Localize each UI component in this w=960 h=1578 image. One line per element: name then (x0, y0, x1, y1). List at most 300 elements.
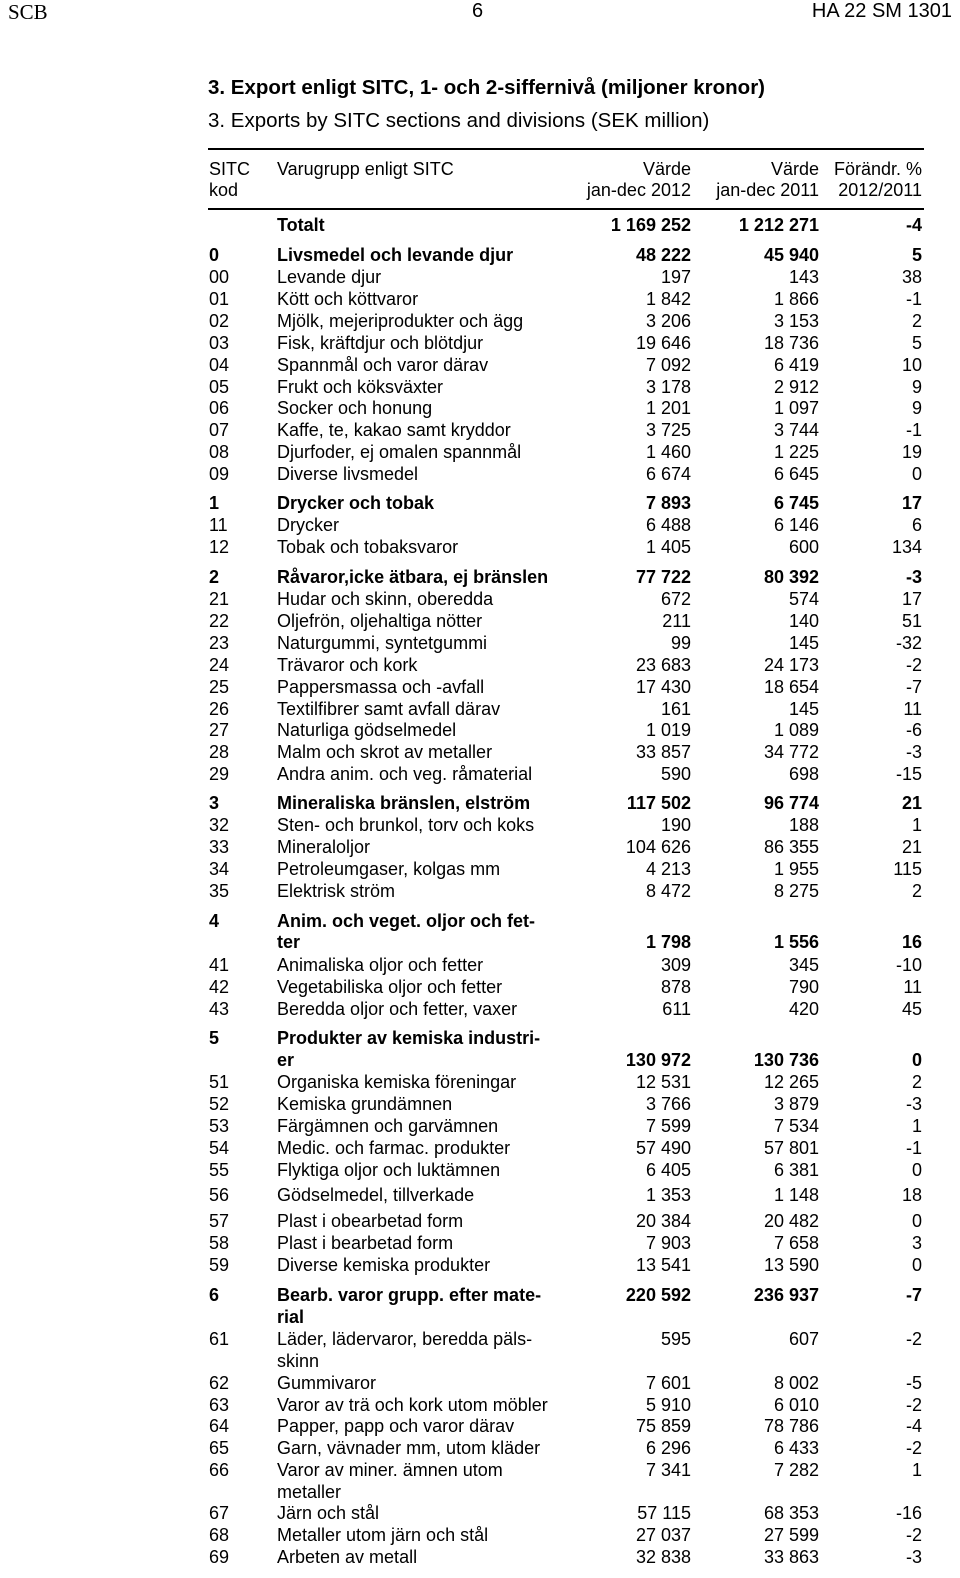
value-2011-cell: 6 433 (773, 1438, 819, 1458)
value-2011-cell: 1 866 (773, 289, 819, 309)
value-2012-cell: 211 (662, 611, 691, 631)
group-name-cell: Mjölk, mejeriprodukter och ägg (277, 311, 524, 331)
col-header-value-2011-line2: jan-dec 2011 (716, 180, 819, 200)
group-name-cell: Medic. och farmac. produkter (277, 1138, 511, 1158)
sitc-code-cell: 65 (209, 1438, 230, 1458)
table-row (0, 1254, 960, 1276)
change-percent-cell: 18 (901, 1185, 922, 1205)
sitc-code-cell: 5 (209, 1028, 220, 1048)
sitc-code-cell: 62 (209, 1373, 230, 1393)
table-row (0, 1328, 960, 1350)
table-row (0, 931, 960, 953)
table-row (0, 880, 960, 902)
group-name-cell: Varor av miner. ämnen utom (277, 1460, 503, 1480)
group-name-cell: Textilfibrer samt avfall därav (277, 699, 501, 719)
table-row (0, 1372, 960, 1394)
sitc-code-cell: 05 (209, 377, 230, 397)
group-name-cell: Spannmål och varor därav (277, 355, 489, 375)
table-row (0, 514, 960, 536)
change-percent-cell: 2 (911, 311, 922, 331)
change-percent-cell: -7 (905, 677, 922, 697)
change-percent-cell: 2 (911, 1072, 922, 1092)
group-name-cell: rial (277, 1307, 305, 1327)
table-row (0, 1071, 960, 1093)
table-row (0, 998, 960, 1020)
value-2012-cell: 75 859 (635, 1416, 691, 1436)
sitc-code-cell: 56 (209, 1185, 230, 1205)
value-2011-cell: 130 736 (753, 1050, 819, 1070)
table-row (0, 1524, 960, 1546)
group-name-cell: Råvaror,icke ätbara, ej bränslen (277, 567, 549, 587)
table-row (0, 419, 960, 441)
group-name-cell: Bearb. varor grupp. efter mate- (277, 1285, 542, 1305)
value-2011-cell: 236 937 (753, 1285, 819, 1305)
value-2011-cell: 345 (788, 955, 819, 975)
group-name-cell: Andra anim. och veg. råmaterial (277, 764, 533, 784)
value-2011-cell: 78 786 (763, 1416, 819, 1436)
sitc-code-cell: 42 (209, 977, 230, 997)
value-2011-cell: 6 645 (773, 464, 819, 484)
change-percent-cell: 5 (911, 245, 922, 265)
table-row (0, 698, 960, 720)
table-row (0, 1284, 960, 1306)
table-row (0, 1502, 960, 1524)
value-2012-cell: 27 037 (635, 1525, 691, 1545)
value-2012-cell: 12 531 (635, 1072, 691, 1092)
group-name-cell: Gummivaror (277, 1373, 377, 1393)
sitc-code-cell: 32 (209, 815, 230, 835)
table-row (0, 632, 960, 654)
change-percent-cell: 5 (911, 333, 922, 353)
group-name-cell: Varor av trä och kork utom möbler (277, 1395, 548, 1415)
table-row (0, 1546, 960, 1568)
value-2011-cell: 600 (788, 537, 819, 557)
value-2012-cell: 3 206 (645, 311, 691, 331)
value-2011-cell: 45 940 (763, 245, 819, 265)
change-percent-cell: 21 (901, 837, 922, 857)
value-2012-cell: 595 (660, 1329, 691, 1349)
value-2011-cell: 33 863 (763, 1547, 819, 1567)
value-2012-cell: 77 722 (635, 567, 691, 587)
table-row (0, 976, 960, 998)
table-row (0, 792, 960, 814)
group-name-cell: Anim. och veget. oljor och fet- (277, 911, 536, 931)
group-name-cell: Plast i bearbetad form (277, 1233, 454, 1253)
group-name-cell: Oljefrön, oljehaltiga nötter (277, 611, 483, 631)
group-name-cell: Vegetabiliska oljor och fetter (277, 977, 503, 997)
group-name-cell: Arbeten av metall (277, 1547, 418, 1567)
group-name-cell: ter (277, 932, 301, 952)
value-2011-cell: 18 736 (763, 333, 819, 353)
change-percent-cell: -1 (905, 420, 922, 440)
group-name-cell: Sten- och brunkol, torv och koks (277, 815, 535, 835)
change-percent-cell: 19 (901, 442, 922, 462)
group-name-cell: Mineraloljor (277, 837, 371, 857)
change-percent-cell: 11 (903, 977, 922, 997)
group-name-cell: Beredda oljor och fetter, vaxer (277, 999, 518, 1019)
change-percent-cell: 45 (901, 999, 922, 1019)
sitc-code-cell: 02 (209, 311, 230, 331)
value-2011-cell: 6 419 (773, 355, 819, 375)
value-2012-cell: 6 488 (645, 515, 691, 535)
table-row (0, 1306, 960, 1328)
value-2012-cell: 7 341 (645, 1460, 691, 1480)
value-2012-cell: 1 353 (645, 1185, 691, 1205)
value-2012-cell: 33 857 (635, 742, 691, 762)
value-2012-cell: 23 683 (635, 655, 691, 675)
table-row (0, 1210, 960, 1232)
change-percent-cell: -2 (905, 1525, 922, 1545)
table-row (0, 719, 960, 741)
table-row (0, 676, 960, 698)
change-percent-cell: -3 (905, 567, 922, 587)
group-name-cell: Kemiska grundämnen (277, 1094, 453, 1114)
change-percent-cell: 0 (911, 1160, 922, 1180)
sitc-code-cell: 54 (209, 1138, 230, 1158)
table-row (0, 1049, 960, 1071)
change-percent-cell: -4 (905, 215, 922, 235)
group-name-cell: Gödselmedel, tillverkade (277, 1185, 475, 1205)
change-percent-cell: 51 (901, 611, 922, 631)
value-2011-cell: 145 (788, 699, 819, 719)
table-row (0, 492, 960, 514)
value-2011-cell: 698 (788, 764, 819, 784)
value-2012-cell: 32 838 (635, 1547, 691, 1567)
change-percent-cell: 9 (911, 398, 922, 418)
value-2012-cell: 3 766 (645, 1094, 691, 1114)
sitc-code-cell: 51 (209, 1072, 230, 1092)
sitc-code-cell: 61 (209, 1329, 230, 1349)
value-2012-cell: 4 213 (645, 859, 691, 879)
table-row (0, 836, 960, 858)
group-name-cell: Papper, papp och varor därav (277, 1416, 515, 1436)
value-2012-cell: 117 502 (626, 793, 691, 813)
value-2012-cell: 5 910 (645, 1395, 691, 1415)
group-name-cell: Livsmedel och levande djur (277, 245, 514, 265)
change-percent-cell: -4 (905, 1416, 922, 1436)
change-percent-cell: -1 (905, 1138, 922, 1158)
table-title: 3. Export enligt SITC, 1- och 2-siffernivå (miljoner kronor) (208, 76, 766, 99)
change-percent-cell: 0 (911, 1255, 922, 1275)
header-page-number: 6 (472, 0, 484, 22)
value-2011-cell: 8 275 (773, 881, 819, 901)
change-percent-cell: 2 (911, 881, 922, 901)
value-2012-cell: 7 903 (645, 1233, 691, 1253)
value-2011-cell: 86 355 (763, 837, 819, 857)
header-org: SCB (8, 0, 48, 24)
group-name-cell: Diverse kemiska produkter (277, 1255, 491, 1275)
sitc-code-cell: 09 (209, 464, 230, 484)
sitc-code-cell: 29 (209, 764, 230, 784)
change-percent-cell: 11 (903, 699, 922, 719)
group-name-cell: Fisk, kräftdjur och blötdjur (277, 333, 484, 353)
group-name-cell: Diverse livsmedel (277, 464, 419, 484)
value-2012-cell: 197 (660, 267, 691, 287)
table-row (0, 1394, 960, 1416)
group-name-cell: Metaller utom järn och stål (277, 1525, 489, 1545)
value-2012-cell: 1 201 (645, 398, 691, 418)
change-percent-cell: 9 (911, 377, 922, 397)
value-2012-cell: 99 (670, 633, 691, 653)
value-2011-cell: 1 225 (773, 442, 819, 462)
header-report-id: HA 22 SM 1301 (811, 0, 952, 22)
change-percent-cell: 1 (911, 1460, 922, 1480)
table-row (0, 1415, 960, 1437)
value-2012-cell: 1 798 (645, 932, 691, 952)
sitc-code-cell: 3 (209, 793, 220, 813)
sitc-code-cell: 33 (209, 837, 230, 857)
value-2011-cell: 3 744 (773, 420, 819, 440)
change-percent-cell: -1 (905, 289, 922, 309)
change-percent-cell: 115 (893, 859, 922, 879)
value-2012-cell: 57 490 (635, 1138, 691, 1158)
group-name-cell: Frukt och köksväxter (277, 377, 444, 397)
sitc-code-cell: 34 (209, 859, 230, 879)
sitc-code-cell: 67 (209, 1503, 230, 1523)
value-2011-cell: 13 590 (763, 1255, 819, 1275)
sitc-code-cell: 22 (209, 611, 230, 631)
value-2012-cell: 17 430 (635, 677, 691, 697)
change-percent-cell: 3 (911, 1233, 922, 1253)
value-2011-cell: 8 002 (773, 1373, 819, 1393)
value-2011-cell: 140 (788, 611, 819, 631)
sitc-code-cell: 06 (209, 398, 230, 418)
value-2011-cell: 34 772 (763, 742, 819, 762)
col-header-value-2012-line2: jan-dec 2012 (586, 180, 691, 200)
change-percent-cell: -5 (905, 1373, 922, 1393)
value-2012-cell: 6 296 (645, 1438, 691, 1458)
change-percent-cell: -10 (895, 955, 922, 975)
value-2011-cell: 6 745 (773, 493, 819, 513)
col-header-value-2012-line1: Värde (642, 159, 691, 179)
sitc-code-cell: 21 (209, 589, 230, 609)
value-2011-cell: 96 774 (763, 793, 819, 813)
change-percent-cell: -3 (905, 1547, 922, 1567)
change-percent-cell: 1 (911, 1116, 922, 1136)
sitc-code-cell: 1 (209, 493, 220, 513)
value-2011-cell: 80 392 (763, 567, 819, 587)
group-name-cell: Kött och köttvaror (277, 289, 419, 309)
sitc-code-cell: 11 (209, 515, 228, 535)
value-2012-cell: 161 (660, 699, 691, 719)
group-name-cell: Naturliga gödselmedel (277, 720, 457, 740)
value-2011-cell: 68 353 (763, 1503, 819, 1523)
table-row (0, 910, 960, 932)
change-percent-cell: 134 (891, 537, 922, 557)
value-2011-cell: 7 534 (773, 1116, 819, 1136)
change-percent-cell: -3 (905, 1094, 922, 1114)
sitc-code-cell: 2 (209, 567, 220, 587)
sitc-code-cell: 28 (209, 742, 230, 762)
col-header-group-label: Varugrupp enligt SITC (277, 159, 454, 179)
change-percent-cell: -3 (905, 742, 922, 762)
sitc-code-cell: 23 (209, 633, 230, 653)
table-row (0, 1232, 960, 1254)
group-name-cell: Djurfoder, ej omalen spannmål (277, 442, 522, 462)
table-row (0, 310, 960, 332)
sitc-code-cell: 66 (209, 1460, 230, 1480)
value-2012-cell: 7 893 (645, 493, 691, 513)
value-2011-cell: 6 381 (773, 1160, 819, 1180)
col-header-code-line1: SITC (209, 159, 251, 179)
value-2011-cell: 1 556 (773, 932, 819, 952)
sitc-code-cell: 4 (209, 911, 220, 931)
table-row (0, 763, 960, 785)
value-2011-cell: 7 282 (773, 1460, 819, 1480)
change-percent-cell: -32 (895, 633, 922, 653)
table-row (0, 463, 960, 485)
table-row (0, 288, 960, 310)
table-row (0, 1137, 960, 1159)
table-row (0, 954, 960, 976)
group-name-cell: Malm och skrot av metaller (277, 742, 493, 762)
change-percent-cell: 21 (901, 793, 922, 813)
value-2011-cell: 143 (788, 267, 819, 287)
value-2012-cell: 672 (660, 589, 691, 609)
table-row (0, 1437, 960, 1459)
group-name-cell: Tobak och tobaksvaror (277, 537, 459, 557)
group-name-cell: Drycker och tobak (277, 493, 435, 513)
sitc-code-cell: 43 (209, 999, 230, 1019)
value-2011-cell: 1 955 (773, 859, 819, 879)
change-percent-cell: 0 (911, 1211, 922, 1231)
sitc-code-cell: 41 (209, 955, 230, 975)
change-percent-cell: -6 (905, 720, 922, 740)
group-name-cell: Flyktiga oljor och luktämnen (277, 1160, 501, 1180)
sitc-code-cell: 01 (209, 289, 230, 309)
value-2012-cell: 1 460 (645, 442, 691, 462)
value-2012-cell: 3 725 (645, 420, 691, 440)
value-2012-cell: 7 092 (645, 355, 691, 375)
group-name-cell: Organiska kemiska föreningar (277, 1072, 517, 1092)
value-2011-cell: 24 173 (763, 655, 819, 675)
group-name-cell: Pappersmassa och -avfall (277, 677, 485, 697)
change-percent-cell: -2 (905, 1395, 922, 1415)
table-row (0, 244, 960, 266)
value-2012-cell: 1 169 252 (610, 215, 691, 235)
sitc-code-cell: 53 (209, 1116, 230, 1136)
value-2012-cell: 20 384 (635, 1211, 691, 1231)
group-name-cell: Garn, vävnader mm, utom kläder (277, 1438, 541, 1458)
value-2012-cell: 8 472 (645, 881, 691, 901)
change-percent-cell: 6 (911, 515, 922, 535)
table-subtitle: 3. Exports by SITC sections and divisions (SEK million) (208, 109, 710, 132)
change-percent-cell: -2 (905, 1329, 922, 1349)
table-row (0, 1184, 960, 1206)
table-row (0, 332, 960, 354)
value-2011-cell: 57 801 (763, 1138, 819, 1158)
group-name-cell: Elektrisk ström (277, 881, 396, 901)
change-percent-cell: 1 (911, 815, 922, 835)
change-percent-cell: -2 (905, 655, 922, 675)
group-name-cell: Järn och stål (277, 1503, 380, 1523)
change-percent-cell: -16 (895, 1503, 922, 1523)
value-2011-cell: 6 146 (773, 515, 819, 535)
change-percent-cell: 16 (901, 932, 922, 952)
value-2011-cell: 607 (788, 1329, 819, 1349)
change-percent-cell: -2 (905, 1438, 922, 1458)
value-2012-cell: 1 019 (645, 720, 691, 740)
sitc-code-cell: 12 (209, 537, 230, 557)
sitc-code-cell: 08 (209, 442, 230, 462)
sitc-code-cell: 64 (209, 1416, 230, 1436)
value-2012-cell: 6 405 (645, 1160, 691, 1180)
value-2011-cell: 27 599 (763, 1525, 819, 1545)
sitc-code-cell: 59 (209, 1255, 230, 1275)
sitc-code-cell: 69 (209, 1547, 230, 1567)
value-2012-cell: 130 972 (625, 1050, 691, 1070)
table-row (0, 1027, 960, 1049)
sitc-code-cell: 35 (209, 881, 230, 901)
value-2012-cell: 611 (662, 999, 691, 1019)
sitc-code-cell: 27 (209, 720, 230, 740)
table-row (0, 566, 960, 588)
value-2012-cell: 104 626 (625, 837, 691, 857)
sitc-code-cell: 52 (209, 1094, 230, 1114)
sitc-code-cell: 00 (209, 267, 230, 287)
group-name-cell: Totalt (277, 215, 325, 235)
table-row (0, 858, 960, 880)
value-2011-cell: 18 654 (763, 677, 819, 697)
change-percent-cell: 0 (911, 464, 922, 484)
group-name-cell: Mineraliska bränslen, elström (277, 793, 531, 813)
table-row (0, 1115, 960, 1137)
change-percent-cell: 10 (901, 355, 922, 375)
value-2011-cell: 7 658 (773, 1233, 819, 1253)
value-2012-cell: 48 222 (635, 245, 691, 265)
value-2012-cell: 590 (660, 764, 691, 784)
sitc-code-cell: 04 (209, 355, 230, 375)
change-percent-cell: -7 (905, 1285, 922, 1305)
value-2011-cell: 574 (788, 589, 819, 609)
value-2011-cell: 1 212 271 (738, 215, 819, 235)
value-2011-cell: 188 (788, 815, 819, 835)
table-row (0, 654, 960, 676)
table-row (0, 266, 960, 288)
table-row (0, 1481, 960, 1503)
col-header-code-line2: kod (209, 180, 239, 200)
value-2012-cell: 57 115 (637, 1503, 691, 1523)
value-2011-cell: 1 148 (773, 1185, 819, 1205)
value-2011-cell: 790 (788, 977, 819, 997)
table-row (0, 441, 960, 463)
group-name-cell: Socker och honung (277, 398, 433, 418)
table-row (0, 536, 960, 558)
change-percent-cell: 17 (901, 493, 922, 513)
change-percent-cell: 17 (901, 589, 922, 609)
value-2012-cell: 7 599 (645, 1116, 691, 1136)
value-2011-cell: 3 879 (773, 1094, 819, 1114)
group-name-cell: Produkter av kemiska industri- (277, 1028, 541, 1048)
sitc-code-cell: 24 (209, 655, 230, 675)
sitc-code-cell: 63 (209, 1395, 230, 1415)
value-2011-cell: 2 912 (773, 377, 819, 397)
sitc-code-cell: 6 (209, 1285, 220, 1305)
group-name-cell: Drycker (277, 515, 339, 535)
value-2011-cell: 1 097 (773, 398, 819, 418)
value-2012-cell: 220 592 (625, 1285, 691, 1305)
table-row (0, 814, 960, 836)
group-name-cell: Plast i obearbetad form (277, 1211, 464, 1231)
value-2011-cell: 20 482 (763, 1211, 819, 1231)
table-row (0, 1159, 960, 1181)
sitc-code-cell: 03 (209, 333, 230, 353)
sitc-code-cell: 0 (209, 245, 220, 265)
col-header-change-line2: 2012/2011 (838, 180, 922, 200)
table-row (0, 741, 960, 763)
table-row (0, 1459, 960, 1481)
group-name-cell: Hudar och skinn, oberedda (277, 589, 494, 609)
